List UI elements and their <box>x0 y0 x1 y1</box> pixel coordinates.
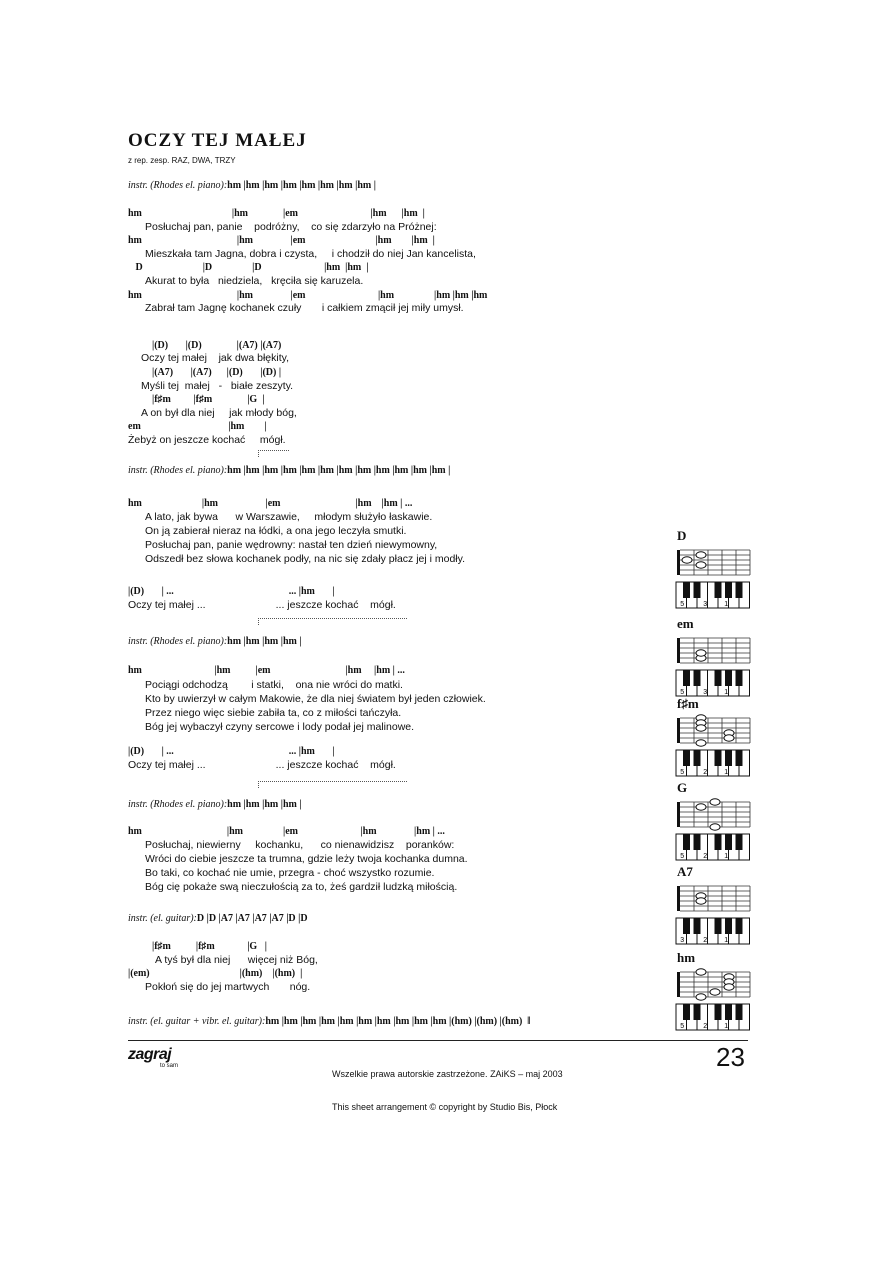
chord-line: |(D) |(D) |(A7) |(A7) <box>152 340 282 351</box>
instrumental-line <box>128 1016 531 1027</box>
instrumental-chords: hm |hm |hm |hm |hm |hm |hm |hm |hm |hm |hm |hm | <box>227 465 451 476</box>
chord-diagram <box>672 714 754 784</box>
piano-finger-number: 3 <box>703 601 708 608</box>
instrumental-line <box>128 799 302 810</box>
finger-dot <box>696 562 706 568</box>
piano-finger-number: 2 <box>703 769 708 776</box>
instrumental-label: instr. (el. guitar + vibr. el. guitar): <box>128 1016 266 1027</box>
chord-line: |f♯m |f♯m |G | <box>152 394 265 405</box>
lyric-line: Pociągi odchodzą i statki, ona nie wróci do matki. <box>145 679 403 691</box>
lyric-line: Oczy tej małej jak dwa błękity, <box>141 352 290 364</box>
piano-finger-number: 5 <box>680 853 685 860</box>
chord-diagram <box>672 968 754 1038</box>
lyric-line: A lato, jak bywa w Warszawie, młodym służyło łaskawie. <box>145 511 433 523</box>
lyric-line: Zabrał tam Jagnę kochanek czuły i całkiem zmącił jej miły umysł. <box>145 302 464 314</box>
page-number: 23 <box>716 1042 745 1072</box>
piano-finger-number: 1 <box>724 601 729 608</box>
lyric-line: A on był dla niej jak młody bóg, <box>141 407 297 419</box>
publisher-logo-subtitle: to sam <box>160 1063 179 1069</box>
lyric-line: Pokłoń się do jej martwych nóg. <box>145 981 311 993</box>
finger-dot <box>710 989 720 995</box>
instrumental-chords: hm |hm |hm |hm |hm |hm |hm |hm |hm |hm |(hm) |(hm) |(hm) ‖ <box>265 1016 531 1027</box>
lyric-line: Wróci do ciebie jeszcze ta trumna, gdzie leży twoja kochanka dumna. <box>145 853 468 865</box>
lyric-line: Odszedł bez słowa kochanek podły, na nic się zdały płacz jej i modły. <box>145 553 466 565</box>
finger-dot <box>696 552 706 558</box>
lyric-line: On ją zabierał nieraz na łódki, a ona jego leczyła smutki. <box>145 525 407 537</box>
chord-line: hm |hm |em |hm |hm | <box>128 235 435 246</box>
instrumental-line <box>128 180 376 191</box>
piano-finger-number: 2 <box>703 1023 708 1030</box>
lyric-line: Posłuchaj pan, panie wędrowny: nastał ten dzień niewymowny, <box>145 539 438 551</box>
chord-diagram-name: hm <box>677 950 696 965</box>
piano-finger-number: 1 <box>724 1023 729 1030</box>
publisher-logo: zagraj <box>128 1046 172 1063</box>
chord-line: |(A7) |(A7) |(D) |(D) | <box>152 367 282 378</box>
instrumental-chords: hm |hm |hm |hm |hm |hm |hm |hm | <box>227 180 376 191</box>
piano-finger-number: 5 <box>680 601 685 608</box>
instrumental-line <box>128 636 302 647</box>
lyric-line: Mieszkała tam Jagna, dobra i czysta, i chodził do niej Jan kancelista, <box>145 248 476 260</box>
chord-line: hm |hm |em |hm |hm | ... <box>128 498 413 509</box>
guitar-fretboard <box>677 886 750 911</box>
piano-keyboard <box>676 918 750 944</box>
instrumental-label: instr. (el. guitar): <box>128 913 197 924</box>
piano-finger-number: 5 <box>680 769 685 776</box>
piano-finger-number: 1 <box>724 689 729 696</box>
chord-diagram <box>672 882 754 952</box>
piano-finger-number: 1 <box>724 937 729 944</box>
piano-keyboard <box>676 750 750 776</box>
chord-diagram-name: D <box>677 528 687 543</box>
piano-finger-number: 5 <box>680 1023 685 1030</box>
chord-diagram <box>672 798 754 868</box>
piano-finger-number: 3 <box>680 937 685 944</box>
guitar-fretboard <box>677 550 750 575</box>
finger-dot <box>724 735 734 741</box>
chord-line: |(D) | ... ... |hm | <box>128 746 335 757</box>
piano-finger-number: 1 <box>724 853 729 860</box>
lyric-line: Oczy tej małej ... ... jeszcze kochać mógł. <box>128 599 396 611</box>
piano-finger-number: 5 <box>680 689 685 696</box>
finger-dot <box>696 804 706 810</box>
instrumental-chords: hm |hm |hm |hm | <box>227 636 302 647</box>
lyric-line: Kto by uwierzył w całym Makowie, że dla niej światem był jeden człowiek. <box>145 693 486 705</box>
lyric-line: Akurat to była niedziela, kręciła się karuzela. <box>145 275 364 287</box>
piano-finger-number: 2 <box>703 853 708 860</box>
chord-diagram-name: em <box>677 616 694 631</box>
arrangement-line: This sheet arrangement © copyright by Studio Bis, Płock <box>332 1102 558 1112</box>
chord-line: |(em) |(hm) |(hm) | <box>128 968 303 979</box>
chord-diagram-name: G <box>677 780 688 795</box>
finger-dot <box>696 725 706 731</box>
lyric-line: Przez niego więc siebie zabiła ta, co z miłości tańczyła. <box>145 707 402 719</box>
finger-dot <box>682 557 692 563</box>
lyric-line: Bóg jej wybaczył czyny sercowe i lody podał jej malinowe. <box>145 721 415 733</box>
instrumental-label: instr. (Rhodes el. piano): <box>128 799 228 810</box>
guitar-fretboard <box>677 715 750 746</box>
lyric-line: Oczy tej małej ... ... jeszcze kochać mógł. <box>128 759 396 771</box>
lyric-line: Bo taki, co kochać nie umie, przegra - choć wszystko rozumie. <box>145 867 435 879</box>
finger-dot <box>696 740 706 746</box>
piano-keyboard <box>676 1004 750 1030</box>
repeat-bracket <box>258 781 407 788</box>
lyric-line: Żebyż on jeszcze kochać mógł. <box>128 434 286 446</box>
rights-line: Wszelkie prawa autorskie zastrzeżone. ZAiKS – maj 2003 <box>332 1069 563 1079</box>
copyright-notice <box>332 1047 563 1124</box>
piano-keyboard <box>676 582 750 608</box>
finger-dot <box>696 898 706 904</box>
song-subtitle: z rep. zesp. RAZ, DWA, TRZY <box>128 156 236 165</box>
chord-line: D |D |D |hm |hm | <box>128 262 369 273</box>
finger-dot <box>696 994 706 1000</box>
chord-line: hm |hm |em |hm |hm |hm |hm <box>128 290 488 301</box>
instrumental-chords: D |D |A7 |A7 |A7 |A7 |D |D <box>196 913 308 924</box>
repeat-bracket <box>258 618 407 625</box>
guitar-fretboard <box>677 638 750 663</box>
lyric-line: Posłuchaj, niewierny kochanku, co nienawidzisz poranków: <box>145 839 455 851</box>
piano-finger-number: 3 <box>703 689 708 696</box>
instrumental-label: instr. (Rhodes el. piano): <box>128 180 228 191</box>
instrumental-label: instr. (Rhodes el. piano): <box>128 465 228 476</box>
chord-line: |(D) | ... ... |hm | <box>128 586 335 597</box>
lyric-line: Bóg cię pokaże swą nieczułością za to, żeś gardził ludzką miłością. <box>145 881 458 893</box>
chord-line: hm |hm |em |hm |hm | ... <box>128 826 445 837</box>
chord-line: hm |hm |em |hm |hm | <box>128 208 425 219</box>
finger-dot <box>710 824 720 830</box>
chord-diagram-name: A7 <box>677 864 693 879</box>
guitar-fretboard <box>677 799 750 830</box>
chord-line: |f♯m |f♯m |G | <box>152 941 267 952</box>
finger-dot <box>710 799 720 805</box>
piano-keyboard <box>676 834 750 860</box>
piano-finger-number: 1 <box>724 769 729 776</box>
finger-dot <box>724 984 734 990</box>
piano-finger-number: 2 <box>703 937 708 944</box>
lyric-line: Posłuchaj pan, panie podróżny, co się zdarzyło na Próżnej: <box>145 221 437 233</box>
instrumental-line <box>128 465 450 476</box>
song-title: OCZY TEJ MAŁEJ <box>128 130 307 151</box>
instrumental-chords: hm |hm |hm |hm | <box>227 799 302 810</box>
finger-dot <box>696 969 706 975</box>
finger-dot <box>696 650 706 656</box>
lyric-line: Myśli tej małej - białe zeszyty. <box>141 380 294 392</box>
chord-diagram <box>672 634 754 704</box>
lyric-line: A tyś był dla niej więcej niż Bóg, <box>155 954 318 966</box>
chord-diagram <box>672 546 754 616</box>
guitar-fretboard <box>677 969 750 1000</box>
instrumental-label: instr. (Rhodes el. piano): <box>128 636 228 647</box>
repeat-bracket <box>258 450 289 457</box>
footer-rule <box>128 1040 748 1041</box>
piano-keyboard <box>676 670 750 696</box>
chord-diagram-name: f♯m <box>677 696 699 711</box>
instrumental-line <box>128 913 308 924</box>
chord-line: em |hm | <box>128 421 267 432</box>
chord-line: hm |hm |em |hm |hm | ... <box>128 665 405 676</box>
